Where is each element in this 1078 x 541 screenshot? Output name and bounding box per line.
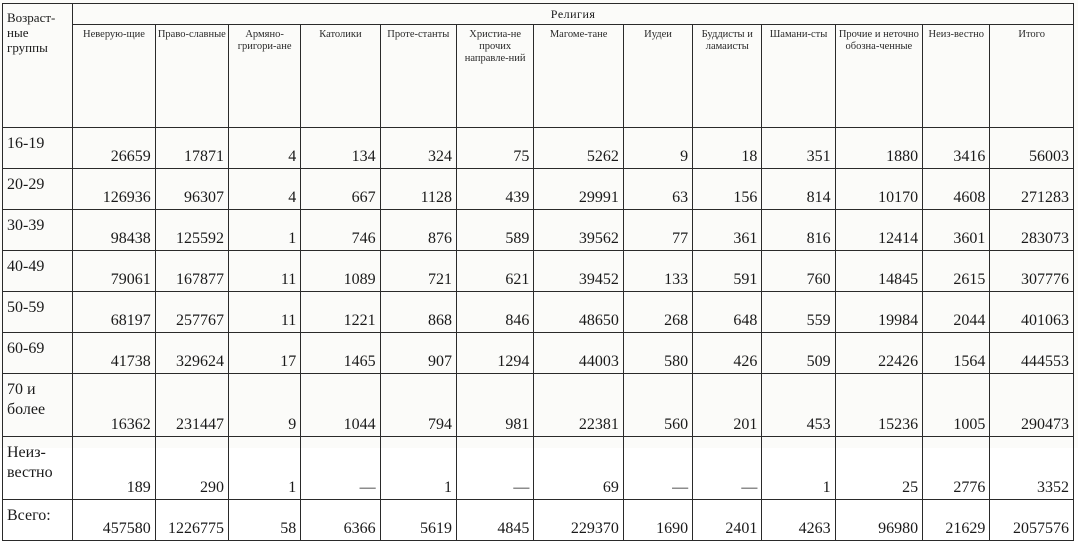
value-cell: 68197 <box>73 292 155 333</box>
value-cell: 12414 <box>835 210 923 251</box>
value-cell: 3416 <box>923 128 990 169</box>
value-cell: 126936 <box>73 169 155 210</box>
value-cell: 1 <box>380 437 456 500</box>
value-cell: 439 <box>456 169 533 210</box>
value-cell: 229370 <box>534 500 624 541</box>
value-cell: 44003 <box>534 333 624 374</box>
value-cell: 257767 <box>155 292 228 333</box>
value-cell: 329624 <box>155 333 228 374</box>
value-cell: 4 <box>228 128 300 169</box>
value-cell: 79061 <box>73 251 155 292</box>
value-cell: 10170 <box>835 169 923 210</box>
header-row-columns <box>3 25 1074 128</box>
column-header-total: Итого <box>990 25 1074 128</box>
value-cell: 4845 <box>456 500 533 541</box>
value-cell: 1564 <box>923 333 990 374</box>
value-cell: 1880 <box>835 128 923 169</box>
value-cell: 25 <box>835 437 923 500</box>
value-cell: 41738 <box>73 333 155 374</box>
value-cell: 96307 <box>155 169 228 210</box>
value-cell: 621 <box>456 251 533 292</box>
value-cell: 721 <box>380 251 456 292</box>
column-header-nonbelievers: Неверую-щие <box>73 25 155 128</box>
age-group-cell: 50-59 <box>3 292 73 333</box>
value-cell: 794 <box>380 374 456 437</box>
value-cell: 69 <box>534 437 624 500</box>
table-row-total <box>3 500 1074 541</box>
value-cell: 75 <box>456 128 533 169</box>
value-cell: 509 <box>762 333 835 374</box>
value-cell: 2615 <box>923 251 990 292</box>
value-cell: 98438 <box>73 210 155 251</box>
value-cell: 21629 <box>923 500 990 541</box>
value-cell: 846 <box>456 292 533 333</box>
table-row <box>3 210 1074 251</box>
value-cell: 22426 <box>835 333 923 374</box>
table-row <box>3 437 1074 500</box>
value-cell: 324 <box>380 128 456 169</box>
value-cell: 760 <box>762 251 835 292</box>
value-cell: 9 <box>228 374 300 437</box>
age-group-cell: 60-69 <box>3 333 73 374</box>
value-cell: — <box>456 437 533 500</box>
table-row <box>3 128 1074 169</box>
value-cell: — <box>693 437 762 500</box>
value-cell: 133 <box>623 251 692 292</box>
age-group-cell: 70 и более <box>3 374 73 437</box>
column-header-jews: Иудеи <box>623 25 692 128</box>
column-header-muslims: Магоме-тане <box>534 25 624 128</box>
column-header-other-christians: Христиа-не прочих направле-ний <box>456 25 533 128</box>
value-cell: 907 <box>380 333 456 374</box>
total-cell: 56003 <box>990 128 1074 169</box>
age-groups-header: Возраст-ные группы <box>3 4 73 128</box>
table-row <box>3 292 1074 333</box>
value-cell: 96980 <box>835 500 923 541</box>
value-cell: 426 <box>693 333 762 374</box>
value-cell: 5619 <box>380 500 456 541</box>
value-cell: 1294 <box>456 333 533 374</box>
value-cell: 4608 <box>923 169 990 210</box>
value-cell: 22381 <box>534 374 624 437</box>
total-cell: 271283 <box>990 169 1074 210</box>
header-row-top <box>3 4 1074 25</box>
value-cell: — <box>301 437 380 500</box>
religion-age-table <box>2 3 1074 541</box>
value-cell: 6366 <box>301 500 380 541</box>
age-group-cell: Всего: <box>3 500 73 541</box>
value-cell: 361 <box>693 210 762 251</box>
value-cell: 26659 <box>73 128 155 169</box>
value-cell: 580 <box>623 333 692 374</box>
value-cell: 1 <box>762 437 835 500</box>
value-cell: 351 <box>762 128 835 169</box>
total-cell: 444553 <box>990 333 1074 374</box>
value-cell: 167877 <box>155 251 228 292</box>
value-cell: 11 <box>228 292 300 333</box>
table-row <box>3 374 1074 437</box>
value-cell: 201 <box>693 374 762 437</box>
value-cell: 29991 <box>534 169 624 210</box>
total-cell: 2057576 <box>990 500 1074 541</box>
table-body <box>3 128 1074 541</box>
value-cell: 2044 <box>923 292 990 333</box>
value-cell: 48650 <box>534 292 624 333</box>
value-cell: 17871 <box>155 128 228 169</box>
value-cell: 4 <box>228 169 300 210</box>
total-cell: 3352 <box>990 437 1074 500</box>
table-row <box>3 333 1074 374</box>
value-cell: 814 <box>762 169 835 210</box>
column-header-catholics: Католики <box>301 25 380 128</box>
value-cell: 63 <box>623 169 692 210</box>
value-cell: 231447 <box>155 374 228 437</box>
value-cell: 648 <box>693 292 762 333</box>
value-cell: 1 <box>228 437 300 500</box>
value-cell: 1465 <box>301 333 380 374</box>
value-cell: 559 <box>762 292 835 333</box>
column-header-protestants: Проте-станты <box>380 25 456 128</box>
value-cell: 5262 <box>534 128 624 169</box>
column-header-other-unspecified: Прочие и неточно обозна-ченные <box>835 25 923 128</box>
value-cell: 816 <box>762 210 835 251</box>
age-group-cell: 40-49 <box>3 251 73 292</box>
value-cell: 876 <box>380 210 456 251</box>
value-cell: 589 <box>456 210 533 251</box>
value-cell: 1044 <box>301 374 380 437</box>
age-group-cell: Неиз-вестно <box>3 437 73 500</box>
value-cell: 1690 <box>623 500 692 541</box>
column-header-armenian-gregorian: Армяно-григори-ане <box>228 25 300 128</box>
column-header-buddhists: Буддисты и ламаисты <box>693 25 762 128</box>
column-header-shamanists: Шамани-сты <box>762 25 835 128</box>
value-cell: 746 <box>301 210 380 251</box>
value-cell: 19984 <box>835 292 923 333</box>
value-cell: 4263 <box>762 500 835 541</box>
value-cell: 453 <box>762 374 835 437</box>
total-cell: 290473 <box>990 374 1074 437</box>
value-cell: 18 <box>693 128 762 169</box>
value-cell: 1 <box>228 210 300 251</box>
value-cell: 1005 <box>923 374 990 437</box>
table-row <box>3 251 1074 292</box>
value-cell: 1128 <box>380 169 456 210</box>
value-cell: 591 <box>693 251 762 292</box>
value-cell: 1221 <box>301 292 380 333</box>
value-cell: 11 <box>228 251 300 292</box>
value-cell: 16362 <box>73 374 155 437</box>
value-cell: 134 <box>301 128 380 169</box>
value-cell: 125592 <box>155 210 228 251</box>
table-row <box>3 169 1074 210</box>
value-cell: 15236 <box>835 374 923 437</box>
column-header-unknown: Неиз-вестно <box>923 25 990 128</box>
total-cell: 401063 <box>990 292 1074 333</box>
value-cell: 9 <box>623 128 692 169</box>
value-cell: 667 <box>301 169 380 210</box>
age-group-cell: 16-19 <box>3 128 73 169</box>
value-cell: 457580 <box>73 500 155 541</box>
age-group-cell: 30-39 <box>3 210 73 251</box>
value-cell: 2401 <box>693 500 762 541</box>
value-cell: 14845 <box>835 251 923 292</box>
value-cell: — <box>623 437 692 500</box>
column-header-orthodox: Право-славные <box>155 25 228 128</box>
value-cell: 189 <box>73 437 155 500</box>
value-cell: 58 <box>228 500 300 541</box>
religion-header: Религия <box>73 4 1074 25</box>
age-group-cell: 20-29 <box>3 169 73 210</box>
value-cell: 39452 <box>534 251 624 292</box>
table-header <box>3 4 1074 128</box>
total-cell: 307776 <box>990 251 1074 292</box>
value-cell: 290 <box>155 437 228 500</box>
value-cell: 17 <box>228 333 300 374</box>
value-cell: 868 <box>380 292 456 333</box>
value-cell: 1089 <box>301 251 380 292</box>
value-cell: 77 <box>623 210 692 251</box>
value-cell: 3601 <box>923 210 990 251</box>
value-cell: 560 <box>623 374 692 437</box>
value-cell: 981 <box>456 374 533 437</box>
value-cell: 268 <box>623 292 692 333</box>
value-cell: 2776 <box>923 437 990 500</box>
total-cell: 283073 <box>990 210 1074 251</box>
value-cell: 156 <box>693 169 762 210</box>
value-cell: 1226775 <box>155 500 228 541</box>
value-cell: 39562 <box>534 210 624 251</box>
